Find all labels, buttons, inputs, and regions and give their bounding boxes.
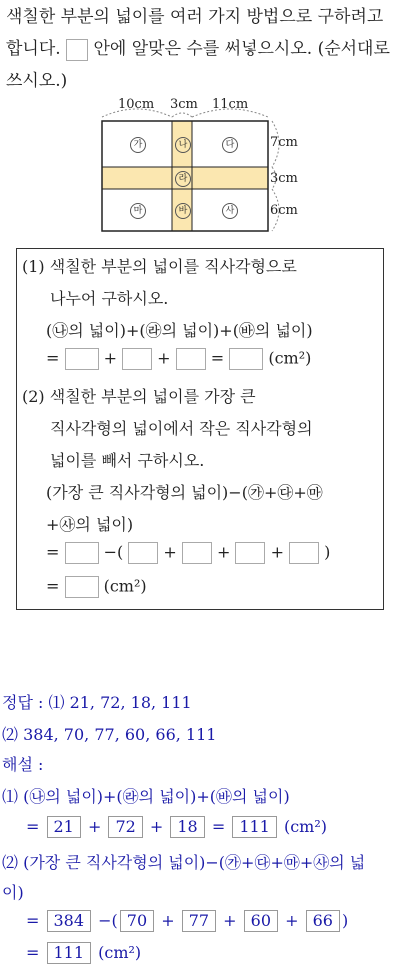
answer-a1: ⑴ 21, 72, 18, 111 xyxy=(48,693,192,712)
dim-right-2: 3cm xyxy=(270,171,298,186)
p2-input-2[interactable] xyxy=(128,542,158,564)
explanation-e1-values: = 21 + 72 + 18 = 111 (cm²) xyxy=(26,817,327,836)
answer-box-sample xyxy=(66,39,88,61)
answer-label: 정답 : xyxy=(2,693,44,712)
dim-right-3: 6cm xyxy=(270,203,298,218)
dim-right-1: 7cm xyxy=(270,135,298,150)
dim-top-3: 11cm xyxy=(212,97,249,112)
label-ga: 가 xyxy=(130,137,146,153)
answer-line1 xyxy=(2,690,192,713)
p2-input-1[interactable] xyxy=(65,542,99,564)
problem-line2 xyxy=(6,34,390,61)
p2-expr2: +㉴의 넓이) xyxy=(46,515,134,534)
p2-input-5[interactable] xyxy=(289,542,319,564)
p2-unit: (cm²) xyxy=(103,576,147,596)
e1-val-3: 18 xyxy=(170,816,204,838)
dim-top-1: 10cm xyxy=(118,97,155,112)
answer-a2: ⑵ 384, 70, 77, 60, 66, 111 xyxy=(2,725,217,744)
p1-title: (1) 색칠한 부분의 넓이를 직사각형으로 xyxy=(22,257,297,276)
e2-val-2: 70 xyxy=(120,910,154,932)
problem-line2-a: 합니다. xyxy=(6,39,61,59)
p2-input-3[interactable] xyxy=(182,542,212,564)
p1-input-3[interactable] xyxy=(176,348,206,370)
p2-result-row: = (cm²) xyxy=(46,576,147,598)
label-sa: 사 xyxy=(222,203,238,219)
label-ra: 라 xyxy=(175,171,191,187)
problem-line3: 쓰시오.) xyxy=(6,71,68,91)
p1-title2: 나누어 구하시오. xyxy=(50,289,169,308)
p2-expr1: (가장 큰 직사각형의 넓이)−(㉮+㉰+㉲ xyxy=(46,483,323,502)
label-ba: 바 xyxy=(175,203,191,219)
problem-line1: 색칠한 부분의 넓이를 여러 가지 방법으로 구하려고 xyxy=(6,7,384,27)
p2-title: (2) 색칠한 부분의 넓이를 가장 큰 xyxy=(22,387,256,406)
explanation-e2-2: 이) xyxy=(2,883,24,902)
p1-answer-row: = + + = (cm²) xyxy=(46,348,311,370)
e1-unit: (cm²) xyxy=(283,817,327,836)
p1-unit: (cm²) xyxy=(268,348,312,368)
explanation-e1: ⑴ (㉯의 넓이)+(㉱의 넓이)+(㉳의 넓이) xyxy=(2,787,290,806)
explanation-e2: ⑵ (가장 큰 직사각형의 넓이)−(㉮+㉰+㉲+㉴의 넓 xyxy=(2,853,366,872)
e2-val-4: 60 xyxy=(244,910,278,932)
e1-val-1: 21 xyxy=(47,816,81,838)
label-da: 다 xyxy=(222,137,238,153)
e2-val-5: 66 xyxy=(306,910,340,932)
figure xyxy=(100,95,320,240)
e2-val-6: 111 xyxy=(47,942,92,964)
p1-input-4[interactable] xyxy=(229,348,263,370)
p1-expr: (㉯의 넓이)+(㉱의 넓이)+(㉳의 넓이) xyxy=(46,321,313,340)
label-ma: 마 xyxy=(130,203,146,219)
e2-val-1: 384 xyxy=(47,910,92,932)
p1-input-1[interactable] xyxy=(65,348,99,370)
e2-unit: (cm²) xyxy=(98,943,142,962)
e1-val-2: 72 xyxy=(108,816,142,838)
p2-answer-row: = −( + + + ) xyxy=(46,542,330,564)
dim-top-2: 3cm xyxy=(170,97,198,112)
e2-val-3: 77 xyxy=(182,910,216,932)
p2-title2: 직사각형의 넓이에서 작은 직사각형의 xyxy=(50,419,313,438)
p2-input-6[interactable] xyxy=(65,576,99,598)
explanation-e2-values: = 384 −( 70 + 77 + 60 + 66 ) xyxy=(26,911,349,930)
explanation-label: 해설 : xyxy=(2,755,44,774)
explanation-e2-result: = 111 (cm²) xyxy=(26,943,142,962)
p2-title3: 넓이를 빼서 구하시오. xyxy=(50,451,205,470)
problem-line2-b: 안에 알맞은 수를 써넣으시오. (순서대로 xyxy=(93,39,390,59)
e1-val-4: 111 xyxy=(232,816,277,838)
label-na: 나 xyxy=(175,137,191,153)
p1-input-2[interactable] xyxy=(122,348,152,370)
p2-input-4[interactable] xyxy=(235,542,265,564)
